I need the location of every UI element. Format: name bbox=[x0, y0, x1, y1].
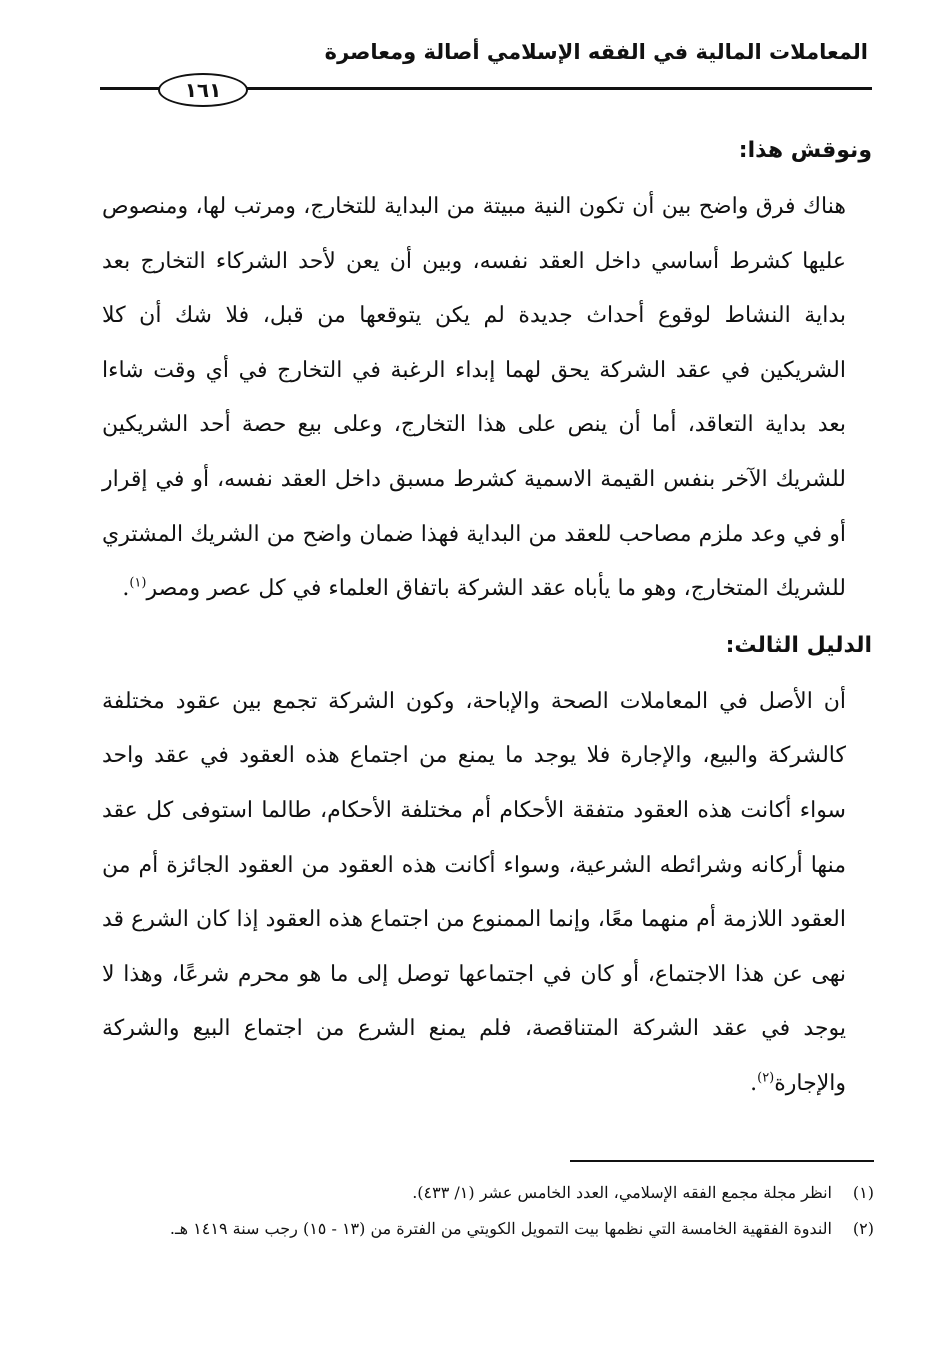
section-heading-third-evidence: الدليل الثالث: bbox=[725, 632, 872, 658]
footnote-ref-1[interactable]: (١) bbox=[129, 575, 147, 591]
running-head-title: المعاملات المالية في الفقه الإسلامي أصالة ومعاصرة bbox=[324, 40, 868, 64]
footnote-number: (١) bbox=[852, 1183, 874, 1202]
footnote-text: انظر مجلة مجمع الفقه الإسلامي، العدد الخامس عشر (١/ ٤٣٣). bbox=[412, 1183, 832, 1202]
paragraph-objection-text: هناك فرق واضح بين أن تكون النية مبيتة من البداية للتخارج، ومرتب لها، ومنصوص عليها كشرط أساسي داخل العقد نفسه، وبين أن يعن لأحد الشركاء التخارج بعد بداية النشاط لوقوع أحداث جديدة لم يكن يتوقعها من قبل، فلا شك أن كلا الشريكين في عقد الشركة يحق لهما إبداء الرغبة في التخارج في أي وقت شاءا بعد بداية التعاقد، أما أن ينص على هذا التخارج، وعلى بيع حصة أحد الشريكين للشريك الآخر بنفس القيمة الاسمية كشرط مسبق داخل العقد نفسه، أو في إقرار أو في وعد ملزم مصاحب للعقد من البداية فهذا ضمان واضح من الشريك المشتري للشريك المتخارج، وهو ما يأباه عقد الشركة باتفاق العلماء في كل عصر ومصر bbox=[102, 194, 846, 602]
main-text bbox=[102, 122, 872, 1112]
footnote-separator bbox=[570, 1160, 874, 1162]
paragraph-end-mark: . bbox=[750, 1070, 758, 1096]
footnote-2 bbox=[102, 1214, 874, 1244]
paragraph-third-evidence-text: أن الأصل في المعاملات الصحة والإباحة، وكون الشركة تجمع بين عقود مختلفة كالشركة والبيع، والإجارة فلا يوجد ما يمنع من اجتماع هذه العقود في عقد واحد سواء أكانت هذه العقود متفقة الأحكام أم مختلفة الأحكام، طالما استوفى كل عقد منها أركانه وشرائطه الشرعية، وسواء أكانت هذه العقود من العقود الجائزة أم من العقود اللازمة أم منهما معًا، وإنما الممنوع من اجتماع هذه العقود إذا كان الشرع قد نهى عن هذا الاجتماع، أو كان في اجتماعها توصل إلى ما هو محرم شرعًا، وهذا لا يوجد في عقد الشركة المتناقصة، فلم يمنع الشرع من اجتماع البيع والشركة والإجارة bbox=[102, 688, 846, 1096]
footnote-text: الندوة الفقهية الخامسة التي نظمها بيت التمويل الكويتي من الفترة من (١٣ - ١٥) رجب سنة ١٤١٩ هـ. bbox=[169, 1219, 832, 1238]
footnote-1 bbox=[102, 1178, 874, 1208]
paragraph-third-evidence bbox=[102, 675, 872, 1112]
section-heading-objection: ونوقش هذا: bbox=[738, 138, 872, 163]
footnote-ref-2[interactable]: (٢) bbox=[757, 1070, 775, 1086]
footnote-number: (٢) bbox=[852, 1219, 874, 1238]
page-number: ١٦١ bbox=[158, 73, 248, 107]
footnotes bbox=[102, 1178, 874, 1250]
paragraph-end-mark: . bbox=[122, 576, 130, 602]
paragraph-objection bbox=[102, 180, 872, 617]
